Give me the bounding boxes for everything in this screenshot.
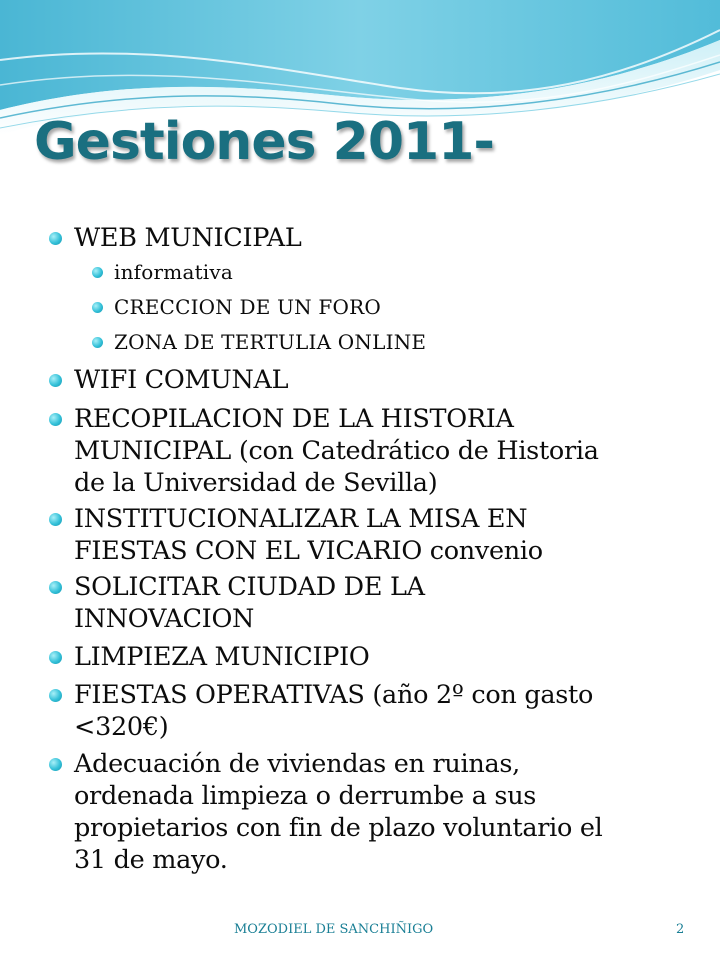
slide-title: Gestiones 2011- (34, 112, 494, 172)
footer-text: MOZODIEL DE SANCHIÑIGO (234, 922, 434, 937)
list-item-text (74, 503, 664, 567)
list-item-line: propietarios con fin de plazo voluntario el (74, 813, 603, 843)
bullet-icon (92, 302, 103, 313)
list-item-line: FIESTAS OPERATIVAS (año 2º con gasto (74, 680, 594, 710)
bullet-icon (49, 232, 62, 245)
list-item-text: CRECCION DE UN FORO (114, 295, 381, 319)
list-item-line: 31 de mayo. (74, 845, 228, 875)
bullet-icon (49, 689, 62, 702)
list-item-text: informativa (114, 260, 234, 284)
bullet-icon (49, 758, 62, 771)
bullet-icon (49, 374, 62, 387)
bullet-icon (49, 581, 62, 594)
list-item-line: SOLICITAR CIUDAD DE LA (74, 572, 425, 602)
list-item-text (74, 403, 664, 499)
list-item-text (74, 571, 664, 635)
list-item-line: de la Universidad de Sevilla) (74, 468, 438, 498)
bullet-icon (49, 413, 62, 426)
list-item-line: INNOVACION (74, 604, 255, 634)
list-item-line: INSTITUCIONALIZAR LA MISA EN (74, 504, 528, 534)
bullet-icon (49, 513, 62, 526)
list-item-text (74, 748, 664, 876)
list-item-line: RECOPILACION DE LA HISTORIA (74, 404, 514, 434)
list-item-line: <320€) (74, 712, 169, 742)
list-item-text (74, 679, 664, 743)
list-item-text: LIMPIEZA MUNICIPIO (74, 642, 370, 672)
bullet-icon (49, 651, 62, 664)
bullet-icon (92, 267, 103, 278)
list-item-text: ZONA DE TERTULIA ONLINE (114, 330, 427, 354)
list-item-line: MUNICIPAL (con Catedrático de Historia (74, 436, 599, 466)
bullet-icon (92, 337, 103, 348)
list-item-text: WIFI COMUNAL (74, 365, 289, 395)
list-item-line: FIESTAS CON EL VICARIO convenio (74, 536, 543, 566)
list-item-line: Adecuación de viviendas en ruinas, (74, 749, 520, 779)
list-item-text: WEB MUNICIPAL (74, 223, 302, 253)
page-number: 2 (676, 922, 685, 937)
list-item-line: ordenada limpieza o derrumbe a sus (74, 781, 537, 811)
